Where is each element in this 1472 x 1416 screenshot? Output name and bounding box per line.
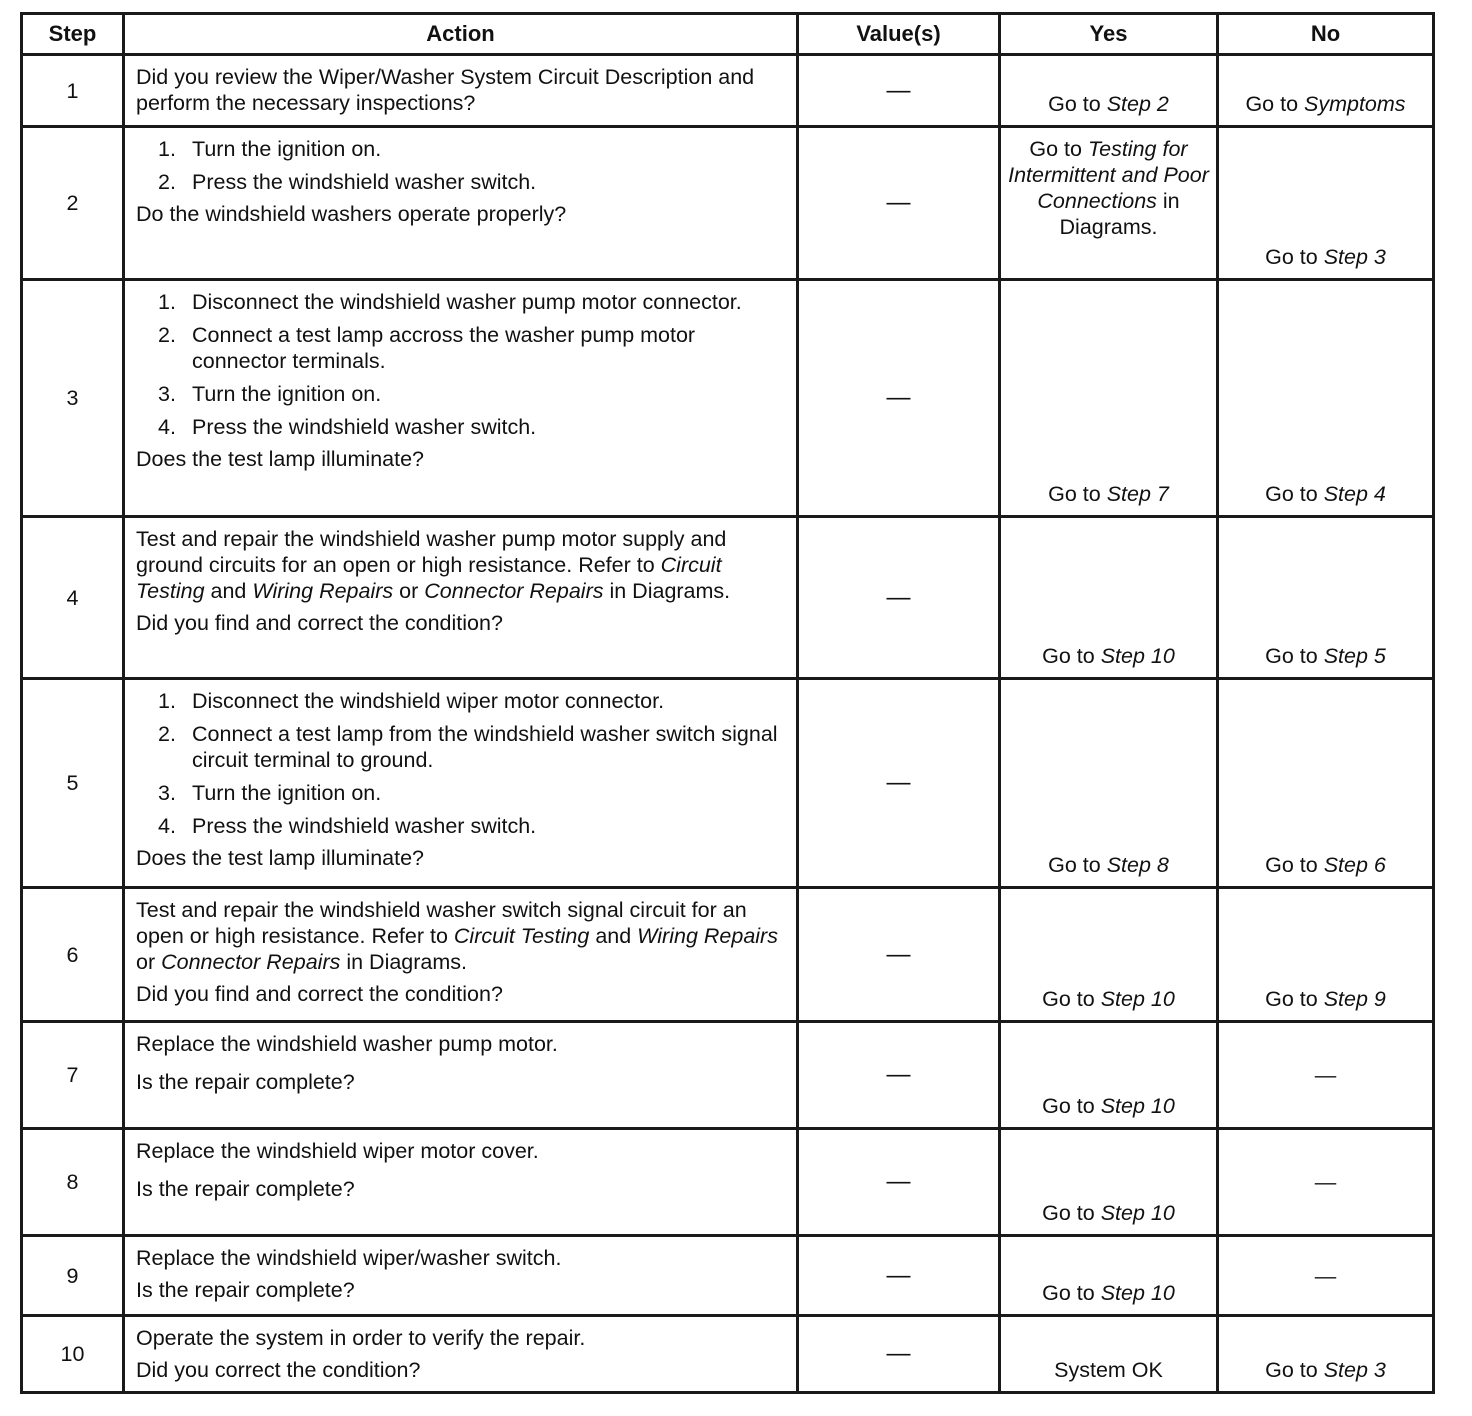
no-cell: Go to Symptoms	[1218, 55, 1434, 127]
step-number: 7	[22, 1022, 124, 1129]
value-cell: —	[798, 1316, 1000, 1393]
yes-link: Step 10	[1100, 987, 1175, 1011]
yes-cell: Go to Step 10	[1000, 1236, 1218, 1316]
no-link: Step 5	[1323, 644, 1386, 668]
action-cell	[124, 1236, 798, 1316]
action-cell	[124, 1316, 798, 1393]
yes-link: Step 10	[1100, 1094, 1175, 1118]
action-text: Replace the windshield washer pump motor.	[136, 1032, 558, 1056]
step-number: 4	[22, 517, 124, 679]
header-step: Step	[22, 14, 124, 55]
no-link: Step 3	[1323, 1358, 1386, 1382]
step-number: 8	[22, 1129, 124, 1236]
list-item: 3. Turn the ignition on.	[158, 781, 382, 805]
value-cell: —	[798, 888, 1000, 1022]
yes-link: Step 10	[1100, 1281, 1175, 1305]
yes-link: Step 10	[1100, 644, 1175, 668]
table-row	[22, 679, 1434, 888]
list-item: 1. Disconnect the windshield wiper motor connector.	[158, 689, 665, 713]
list-item: 1. Turn the ignition on.	[158, 137, 382, 161]
step-number: 10	[22, 1316, 124, 1393]
step-number: 2	[22, 127, 124, 280]
yes-cell: Go to Step 10	[1000, 1022, 1218, 1129]
step-number: 3	[22, 280, 124, 517]
question-text: Is the repair complete?	[136, 1278, 355, 1302]
value-cell: —	[798, 55, 1000, 127]
value-cell: —	[798, 517, 1000, 679]
action-text: Did you review the Wiper/Washer System Circuit Description and perform the necessary inspections?	[136, 65, 755, 115]
yes-cell: Go to Step 7	[1000, 280, 1218, 517]
yes-link: Testing for Intermittent and Poor Connections	[1008, 137, 1209, 213]
no-link: Step 4	[1323, 482, 1386, 506]
no-cell: Go to Step 9	[1218, 888, 1434, 1022]
question-text: Does the test lamp illuminate?	[136, 447, 425, 471]
no-link: Step 3	[1323, 245, 1386, 269]
yes-cell: Go to Testing for Intermittent and Poor Connections in Diagrams.	[1000, 127, 1218, 280]
no-cell: —	[1218, 1129, 1434, 1236]
action-text: Replace the windshield wiper/washer switch.	[136, 1246, 562, 1270]
value-cell: —	[798, 1129, 1000, 1236]
action-text: Test and repair the windshield washer switch signal circuit for an open or high resistance. Refer to Circuit Testing and Wiring Repairs or Connector Repairs in Diagrams.	[136, 898, 778, 974]
action-text: Test and repair the windshield washer pump motor supply and ground circuits for an open or high resistance. Refer to Circuit Testing and Wiring Repairs or Connector Repairs in Diagrams.	[136, 527, 731, 603]
no-cell: Go to Step 6	[1218, 679, 1434, 888]
table-row	[22, 1022, 1434, 1129]
value-cell: —	[798, 1236, 1000, 1316]
value-cell: —	[798, 1022, 1000, 1129]
yes-cell: Go to Step 10	[1000, 888, 1218, 1022]
list-item: 2. Connect a test lamp from the windshield washer switch signal circuit terminal to ground.	[158, 722, 778, 772]
table-row	[22, 888, 1434, 1022]
no-link: Symptoms	[1304, 92, 1406, 116]
no-cell: —	[1218, 1236, 1434, 1316]
table-row	[22, 1236, 1434, 1316]
no-cell: —	[1218, 1022, 1434, 1129]
header-no: No	[1218, 14, 1434, 55]
table-row	[22, 127, 1434, 280]
yes-link: Step 8	[1106, 853, 1169, 877]
yes-link: Step 10	[1100, 1201, 1175, 1225]
action-cell	[124, 1022, 798, 1129]
yes-cell: Go to Step 10	[1000, 1129, 1218, 1236]
table-row	[22, 55, 1434, 127]
no-cell: Go to Step 3	[1218, 127, 1434, 280]
action-cell	[124, 127, 798, 280]
value-cell: —	[798, 679, 1000, 888]
question-text: Do the windshield washers operate properly?	[136, 202, 567, 226]
question-text: Does the test lamp illuminate?	[136, 846, 425, 870]
yes-cell: Go to Step 8	[1000, 679, 1218, 888]
yes-link: Step 7	[1106, 482, 1169, 506]
value-cell: —	[798, 127, 1000, 280]
no-link: Step 9	[1323, 987, 1386, 1011]
header-row	[22, 14, 1434, 55]
no-cell: Go to Step 4	[1218, 280, 1434, 517]
action-cell	[124, 517, 798, 679]
yes-cell: Go to Step 2	[1000, 55, 1218, 127]
list-item: 4. Press the windshield washer switch.	[158, 814, 537, 838]
header-values: Value(s)	[798, 14, 1000, 55]
yes-cell: System OK	[1000, 1316, 1218, 1393]
table-row	[22, 1129, 1434, 1236]
no-cell: Go to Step 5	[1218, 517, 1434, 679]
action-cell	[124, 888, 798, 1022]
table-row	[22, 280, 1434, 517]
no-cell: Go to Step 3	[1218, 1316, 1434, 1393]
action-cell	[124, 1129, 798, 1236]
table-row	[22, 1316, 1434, 1393]
step-number: 5	[22, 679, 124, 888]
diagnostic-table	[20, 12, 1435, 1394]
question-text: Did you correct the condition?	[136, 1358, 421, 1382]
question-text: Is the repair complete?	[136, 1177, 355, 1201]
list-item: 1. Disconnect the windshield washer pump motor connector.	[158, 290, 742, 314]
list-item: 3. Turn the ignition on.	[158, 382, 382, 406]
header-yes: Yes	[1000, 14, 1218, 55]
step-number: 1	[22, 55, 124, 127]
action-text: Replace the windshield wiper motor cover.	[136, 1139, 539, 1163]
list-item: 4. Press the windshield washer switch.	[158, 415, 537, 439]
question-text: Did you find and correct the condition?	[136, 982, 503, 1006]
action-cell	[124, 280, 798, 517]
step-number: 9	[22, 1236, 124, 1316]
value-cell: —	[798, 280, 1000, 517]
header-action: Action	[124, 14, 798, 55]
action-cell	[124, 55, 798, 127]
no-link: Step 6	[1323, 853, 1386, 877]
step-number: 6	[22, 888, 124, 1022]
yes-cell: Go to Step 10	[1000, 517, 1218, 679]
table-row	[22, 517, 1434, 679]
yes-link: Step 2	[1106, 92, 1169, 116]
question-text: Did you find and correct the condition?	[136, 611, 503, 635]
action-text: Operate the system in order to verify the repair.	[136, 1326, 586, 1350]
list-item: 2. Press the windshield washer switch.	[158, 170, 537, 194]
list-item: 2. Connect a test lamp accross the washer pump motor connector terminals.	[158, 323, 696, 373]
question-text: Is the repair complete?	[136, 1070, 355, 1094]
action-cell	[124, 679, 798, 888]
